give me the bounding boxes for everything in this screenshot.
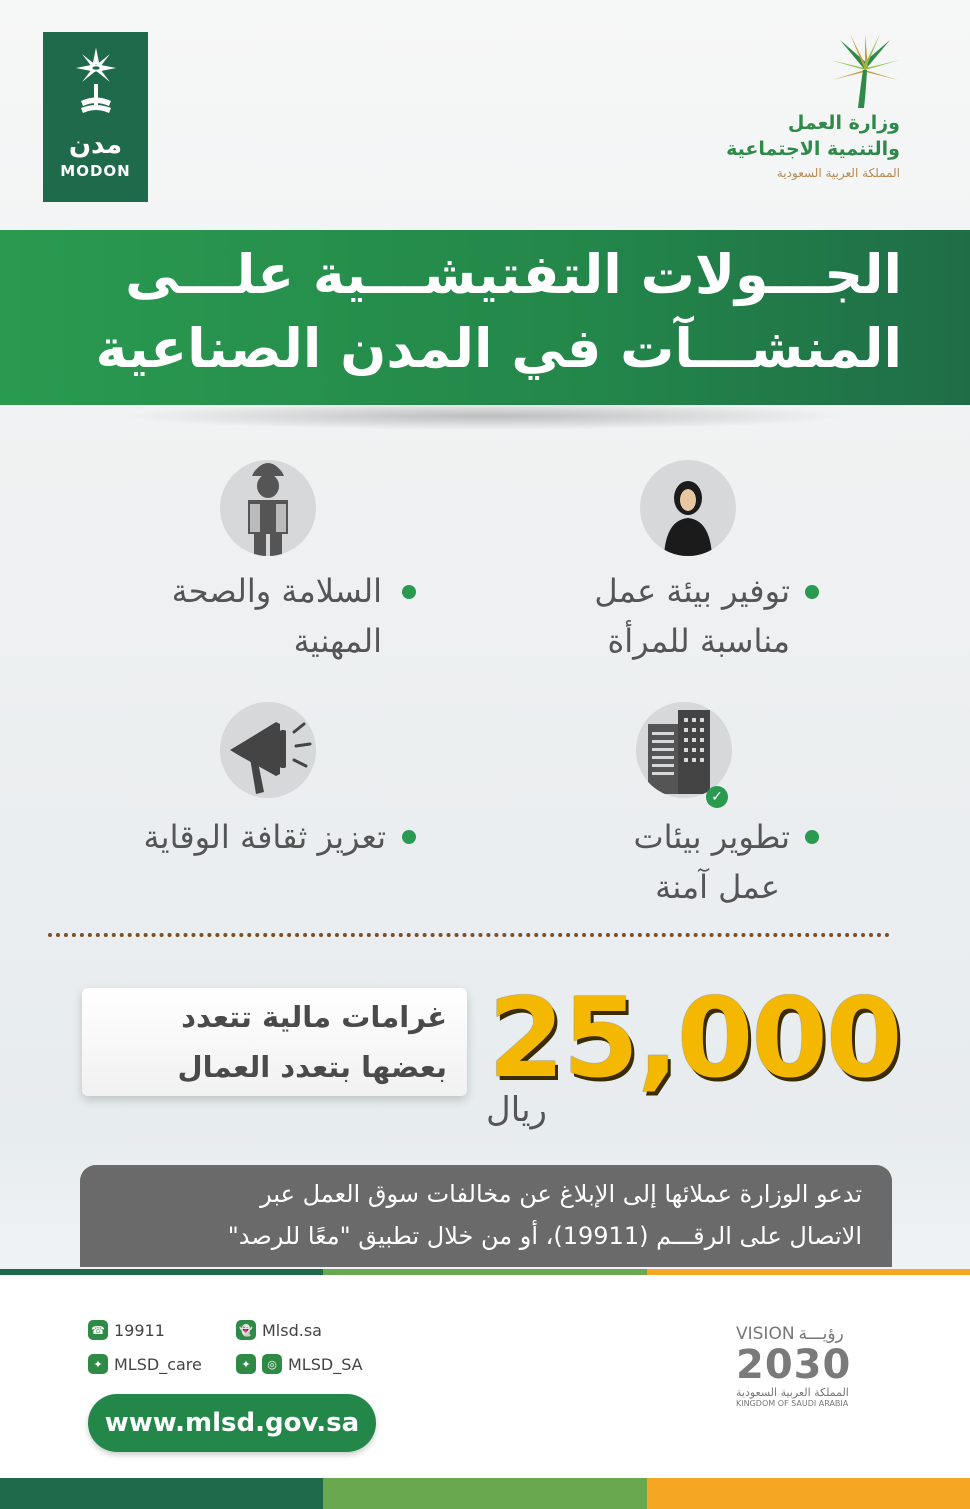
bullet-dot (402, 585, 416, 599)
phone-contact[interactable] (88, 1320, 165, 1340)
vision-year: 2030 (736, 1342, 852, 1388)
feature-safe-line1: تطوير بيئات (633, 818, 790, 856)
report-line2: الاتصال على الرقـــم (19911)، أو من خلال تطبيق "معًا للرصد" (227, 1222, 862, 1250)
ministry-country: المملكة العربية السعودية (776, 166, 900, 180)
worker-icon (220, 460, 316, 556)
fines-line2: بعضها بتعدد العمال (177, 1050, 447, 1084)
feature-safety-health (82, 566, 382, 666)
bullet-dot (805, 830, 819, 844)
dotted-divider (48, 933, 890, 937)
snapchat-handle: Mlsd.sa (262, 1320, 322, 1340)
feature-safety-line1: السلامة والصحة (171, 572, 382, 610)
feature-safe-work (470, 812, 790, 912)
social-handle: MLSD_SA (288, 1354, 363, 1374)
ministry-name-line2: والتنمية الاجتماعية (726, 138, 900, 160)
palm-emblem-icon (820, 30, 910, 110)
megaphone-icon (220, 702, 316, 798)
feature-women-line2: مناسبة للمرأة (607, 622, 790, 660)
instagram-icon: ◎ (262, 1354, 282, 1374)
social-contact[interactable] (236, 1354, 363, 1374)
modon-logo (43, 32, 148, 202)
vision-2030-logo (736, 1324, 886, 1424)
fines-line1: غرامات مالية تتعدد (181, 1000, 447, 1034)
woman-icon (640, 460, 736, 556)
ministry-logo (680, 30, 900, 200)
page-title-line2: المنشـــآت في المدن الصناعية (95, 317, 902, 380)
page-title-line1: الجـــولات التفتيشـــية علـــى (125, 243, 902, 306)
vision-kingdom-en: KINGDOM OF SAUDI ARABIA (736, 1399, 849, 1408)
report-line1: تدعو الوزارة عملائها إلى الإبلاغ عن مخالفات سوق العمل عبر (260, 1180, 862, 1208)
feature-women-environment (470, 566, 790, 666)
fines-box (82, 988, 467, 1096)
twitter-icon: ✦ (88, 1354, 108, 1374)
snapchat-icon: 👻 (236, 1320, 256, 1340)
phone-number: 19911 (114, 1320, 165, 1340)
building-icon (636, 702, 732, 798)
phone-icon: ☎ (88, 1320, 108, 1340)
bullet-dot (805, 585, 819, 599)
report-call-box (80, 1165, 892, 1267)
fine-currency: ريال (486, 1090, 547, 1130)
feature-prevention-line1: تعزيز ثقافة الوقاية (143, 818, 386, 856)
vision-ar: رؤيـــة (798, 1324, 844, 1344)
vision-en: VISION (736, 1324, 795, 1344)
fine-amount: 25,000 (488, 974, 901, 1102)
check-icon: ✓ (706, 786, 728, 808)
ministry-name-line1: وزارة العمل (787, 112, 900, 134)
twitter-care-handle: MLSD_care (114, 1354, 202, 1374)
feature-women-line1: توفير بيئة عمل (594, 572, 790, 610)
feature-safe-line2: عمل آمنة (655, 868, 780, 906)
twitter-icon: ✦ (236, 1354, 256, 1374)
twitter-care-contact[interactable] (88, 1354, 202, 1374)
feature-safety-line2: المهنية (293, 622, 382, 660)
banner-shadow (120, 402, 850, 430)
modon-arabic-name: مدن (68, 130, 123, 160)
snapchat-contact[interactable] (236, 1320, 322, 1340)
vision-kingdom-ar: المملكة العربية السعودية (736, 1386, 849, 1399)
star-emblem-icon (61, 46, 131, 126)
website-link[interactable]: www.mlsd.gov.sa (88, 1394, 376, 1452)
bullet-dot (402, 830, 416, 844)
modon-english-name: MODON (60, 162, 131, 180)
bottom-color-band (0, 1478, 970, 1509)
feature-prevention-culture (46, 812, 386, 862)
